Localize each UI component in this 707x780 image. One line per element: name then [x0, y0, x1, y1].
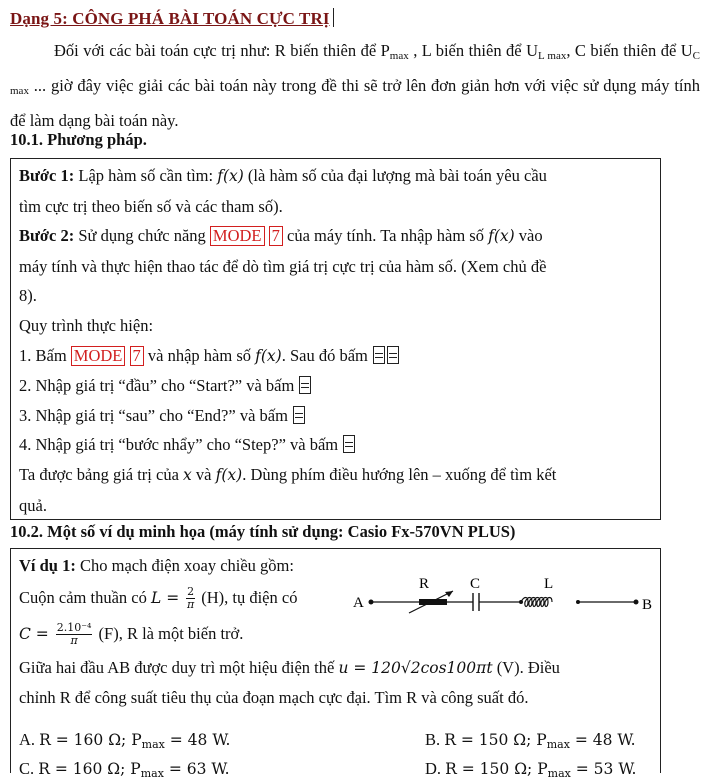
answer-b[interactable]: B. R = 150 Ω; $P_{max} = 48$ W. [425, 730, 636, 751]
procedure-item-1: 1. Bấm MODE 7 và nhập hàm số f(x). Sau đó bấm [19, 341, 652, 372]
fraction-C: $\frac{\text{2.10⁻⁴}}{\pi}$ [56, 621, 92, 648]
method-box: Bước 1: Lập hàm số cần tìm: f(x) (là hàm số của đại lượng mà bài toán yêu cầu tìm cực trị theo biến số và các tham số). Bước 2: Sử dụng chức năng MODE 7 của máy tính. Ta nhập hàm số f(x) vào máy tính và thực hiện thao tác để dò tìm giá trị cực trị của hàm số. (Xem chủ đề 8). Quy trình thực hiện: 1. Bấm MODE 7 và nhập hàm số f(x). Sau đó bấm 2. Nhập giá trị “đầu” cho “Start?” và bấm 3. Nhập giá trị “sau” cho “End?” và bấm 4. Nhập giá trị “bước nhẩy” cho “Step?” và bấm Ta được bảng giá trị của x và f(x). Dùng phím điều hướng lên – xuống để tìm kết quả. [10, 158, 661, 520]
seven-key: 7 [130, 346, 144, 366]
equals-key-icon [299, 376, 311, 394]
node-b-label: B [642, 597, 653, 613]
equals-key-icon [343, 435, 355, 453]
table-result-line: Ta được bảng giá trị của x và f(x). Dùng phím điều hướng lên – xuống để tìm kết [19, 464, 557, 484]
equals-key-icon [293, 406, 305, 424]
equals-key-icon [373, 346, 385, 364]
inductor-label: L [544, 576, 554, 592]
answer-c[interactable]: C. R = 160 Ω; $P_{max} = 63$ W. [19, 759, 230, 780]
seven-key: 7 [269, 226, 283, 246]
procedure-item-2: 2. Nhập giá trị “đầu” cho “Start?” và bấm [19, 371, 652, 401]
example-box: Ví dụ 1: Cho mạch điện xoay chiều gồm: Cuộn cảm thuần có L = $\frac{2}{\pi}$ (H), tụ điện có C = $\frac{\text{2.10⁻⁴}}{\pi}$ (F), R là một biến trở. A R C L B Giữa hai đầu AB được duy trì một hiệu điện thế u = 120√2cos100πt (V). Điều chỉnh R để công suất tiêu thụ của đoạn mạch cực đại. Tìm R và công suất đó. A. R = 160 Ω; $P_{max} = 48$ W. B. R = 150 Ω; $P_{max} = 48$ W. C. R = 160 Ω; $P_{max} = 63$ W. D. R = 150 Ω; $P_{max} = 53$ W. [10, 548, 661, 773]
answer-d[interactable]: D. R = 150 Ω; $P_{max} = 53$ W. [425, 759, 637, 780]
procedure-item-3: 3. Nhập giá trị “sau” cho “End?” và bấm [19, 401, 652, 431]
voltage-line: Giữa hai đầu AB được duy trì một hiệu điện thế u = 120√2cos100πt (V). Điều [19, 657, 560, 677]
resistor-label: R [419, 576, 430, 592]
mode-key: MODE [210, 226, 265, 246]
procedure-title: Quy trình thực hiện: [19, 315, 154, 335]
capacitor-label: C [470, 576, 481, 592]
capacitor-line: C = $\frac{\text{2.10⁻⁴}}{\pi}$ (F), R là một biến trở. [19, 621, 244, 648]
step1-line: Bước 1: Lập hàm số cần tìm: f(x) (là hàm số của đại lượng mà bài toán yêu cầu [19, 166, 547, 185]
intro-paragraph: Đối với các bài toán cực trị như: R biến thiên để $P_{max}$ , L biến thiên để $U_{L max}$, C biến thiên để $U_{C max}$ ... giờ đây việc giải các bài toán này trong đề thi sẽ trở lên đơn giản hơn với việc sử dụng máy tính để làm dạng bài toán này. [10, 41, 701, 130]
node-b [634, 600, 639, 605]
step2-line: Bước 2: Sử dụng chức năng MODE 7 của máy tính. Ta nhập hàm số f(x) vào [19, 226, 543, 246]
page-title: Dạng 5: CÔNG PHÁ BÀI TOÁN CỰC TRỊ [10, 8, 334, 29]
resistor [419, 599, 447, 605]
node-a-label: A [353, 595, 364, 611]
coil-line: Cuộn cảm thuần có L = $\frac{2}{\pi}$ (H), tụ điện có [19, 585, 298, 612]
section-heading-method: 10.1. Phương pháp. [10, 130, 147, 149]
text-cursor [333, 8, 334, 27]
circuit-diagram [351, 575, 661, 615]
fraction-L: $\frac{2}{\pi}$ [186, 585, 195, 612]
equals-key-icon [387, 346, 399, 364]
example-intro: Ví dụ 1: Cho mạch điện xoay chiều gồm: [19, 556, 294, 575]
inductor-coil [521, 598, 552, 607]
section-heading-examples: 10.2. Một số ví dụ minh họa (máy tính sử dụng: Casio Fx-570VN PLUS) [10, 522, 516, 541]
answer-a[interactable]: A. R = 160 Ω; $P_{max} = 48$ W. [19, 730, 231, 751]
procedure-item-4: 4. Nhập giá trị “bước nhẩy” cho “Step?” và bấm [19, 430, 652, 460]
mode-key: MODE [71, 346, 126, 366]
